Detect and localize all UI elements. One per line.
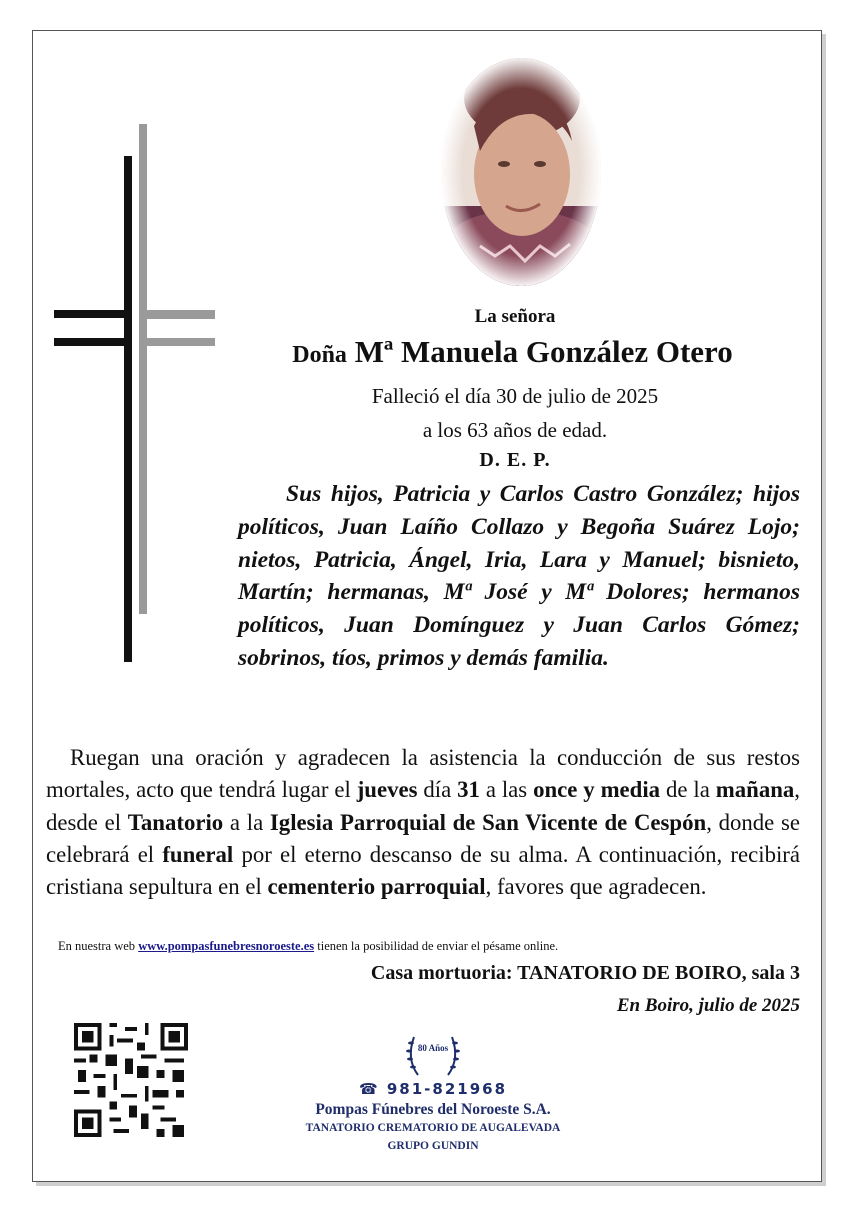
ceremony-period: mañana [715,777,795,803]
full-name: Mª Manuela González Otero [354,334,733,369]
ceremony-paragraph [46,742,800,903]
ceremony-text: , desde el [46,777,800,835]
cross-icon [52,124,222,664]
casa-mortuoria: Casa mortuoria: TANATORIO DE BOIRO, sala 3 [370,962,800,984]
web-notice-text: tienen la posibilidad de enviar el pésame online. [314,939,559,953]
intro-text: La señora [474,306,556,327]
ceremony-day: jueves [356,777,418,803]
ceremony-cemetery: cementerio parroquial [267,874,486,900]
company-name: Pompas Fúnebres del Noroeste S.A. [315,1101,551,1118]
anniversary-logo [404,1027,462,1081]
ceremony-text: a las [479,777,534,803]
cross-gray-vertical [139,124,147,614]
cross-black-vertical [124,156,132,662]
crematorium-name: TANATORIO CREMATORIO DE AUGALEVADA [305,1122,561,1134]
cross-gray-horizontal-lower [139,338,215,346]
portrait-photo [440,56,602,288]
ceremony-date: 31 [457,777,480,803]
dep-text: D. E. P. [479,449,551,471]
ceremony-time: once y media [533,777,661,803]
cross-black-horizontal [54,310,132,318]
group-name: GRUPO GUNDIN [387,1140,479,1152]
family-paragraph: Sus hijos, Patricia y Carlos Castro González; hijos políticos, Juan Laíño Collazo y Begoña Suárez Lojo; nietos, Patricia, Ángel, Iria, Lara y Manuel; bisnieto, Martín; hermanas, Mª José y Mª Dolores; hermanos políticos, Juan Domínguez y Juan Carlos Gómez; sobrinos, tíos, primos y demás familia. [238,481,800,671]
phone-icon: ☎ [358,1080,380,1098]
cross-gray-horizontal [139,310,215,319]
ceremony-service: funeral [162,841,234,867]
age-line: a los 63 años de edad. [422,418,608,442]
honorific: Doña [292,342,347,368]
ceremony-text: de la [660,777,716,803]
phone-text: 981-821968 [386,1080,508,1098]
ceremony-text: a la [223,809,270,835]
ceremony-text: por el eterno descanso de su alma. A continuación, recibirá cristiana sepultura en el [46,841,801,900]
death-date: Falleció el día 30 de julio de 2025 [371,384,659,408]
cross-black-horizontal-lower [54,338,132,346]
ceremony-origin: Tanatorio [127,809,224,835]
logo-text: 80 Años [417,1043,449,1053]
web-notice [58,939,778,954]
deceased-name [225,334,800,370]
place-date: En Boiro, julio de 2025 [616,995,800,1016]
ceremony-church: Iglesia Parroquial de San Vicente de Cespón [269,809,707,835]
website-link[interactable]: www.pompasfunebresnoroeste.es [138,939,315,953]
phone-number[interactable] [300,1080,566,1098]
web-notice-text: En nuestra web [58,939,139,953]
ceremony-text: Ruegan una oración y agradecen la asistencia la conducción de sus restos mortales, acto que tendrá lugar el [46,745,800,803]
ceremony-text: día [417,777,458,803]
qr-code-icon[interactable] [74,1023,188,1137]
ceremony-text: , donde se celebrará el [46,809,801,867]
ceremony-text: , favores que agradecen. [485,874,707,900]
